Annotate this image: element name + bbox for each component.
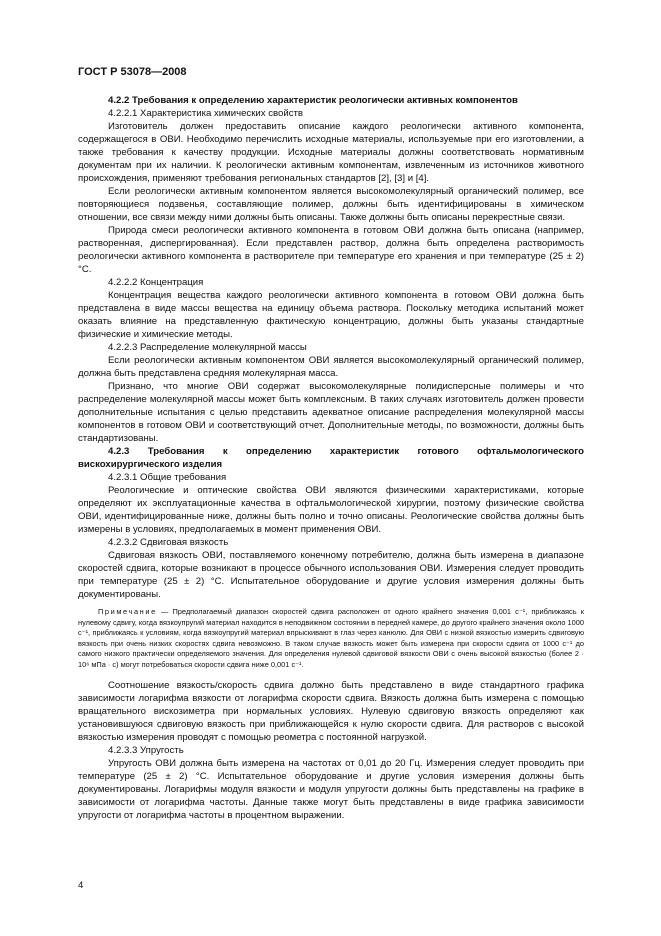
subsection-heading-4-2-3-3: 4.2.3.3 Упругость bbox=[108, 744, 184, 756]
subsection-heading-4-2-3-1: 4.2.3.1 Общие требования bbox=[108, 472, 227, 483]
note-paragraph bbox=[78, 607, 584, 671]
page-number: 4 bbox=[78, 880, 84, 891]
body-paragraph: Природа смеси реологически активного компонента в готовом ОВИ должна быть описана (например, растворенная, диспергированная). Если представлен раствор, должна быть определена растворимость реологически активного компонента в растворителе при температуре его хранения и при температуре (25 ± 2) °С. bbox=[78, 225, 584, 275]
section-heading-4-2-3: 4.2.3 Требования к определению характеристик готового офтальмологического вискохирургического изделия bbox=[78, 446, 584, 470]
note-text: — Предполагаемый диапазон скоростей сдвига расположен от одного крайнего значения 0,001 с⁻¹, приближаясь к нулевому сдвигу, когда вязкоупругий материал находится в неподвижном состоянии в передней камере, до другого крайнего значения около 1000 с⁻¹, приближаясь к условиям, когда вязкоупругий материал впрыскивают в глаз через канюлю. Для ОВИ с низкой вязкостью измерить сдвиговую вязкость при очень низких скоростях сдвига невозможно. В таком случае вязкость может быть измерена при скорости сдвига от 1000 с⁻¹ до самого низкого практически определяемого значения. Для определения нулевой сдвиговой вязкости ОВИ с очень высокой вязкостью (более 2 · 10⁶ мПа · с) могут потребоваться скорости сдвига ниже 0,001 с⁻¹. bbox=[78, 607, 584, 669]
subsection-heading-4-2-3-2: 4.2.3.2 Сдвиговая вязкость bbox=[108, 537, 229, 548]
body-paragraph: Если реологически активным компонентом является высокомолекулярный органический полимер, все повторяющиеся подзвенья, составляющие полимер, должны быть идентифицированы в химическом отношении, все связи между ними должны быть описаны. Также должны быть описаны перекрестные связи. bbox=[78, 186, 584, 223]
body-paragraph: Реологические и оптические свойства ОВИ являются физическими характеристиками, которые определяют их эксплуатационные качества в офтальмологической хирургии, поэтому физические свойства ОВИ, идентифицированные ниже, должны быть полно и точно описаны. Реологические свойства должны быть измерены в условиях, предполагаемых в момент применения ОВИ. bbox=[78, 485, 584, 535]
subsection-heading-4-2-2-1: 4.2.2.1 Характеристика химических свойств bbox=[108, 108, 304, 119]
body-paragraph: Концентрация вещества каждого реологически активного компонента в готовом ОВИ должна быть представлена в виде массы вещества на единицу объема раствора. Поскольку методика испытаний может оказать влияние на представленную фактическую концентрацию, должны быть указаны стандартные физические и химические методы. bbox=[78, 290, 584, 340]
subsection-heading-4-2-2-3: 4.2.2.3 Распределение молекулярной массы bbox=[108, 342, 307, 353]
body-paragraph: Признано, что многие ОВИ содержат высокомолекулярные полидисперсные полимеры и что распределение молекулярной массы может быть комплексным. В таких случаях изготовитель должен провести дополнительные испытания с целью представить адекватное описание распределения молекулярной массы компонентов в готовом ОВИ и соответствующий отчет. Дополнительные методы, по возможности, должны быть стандартизованы. bbox=[78, 381, 584, 444]
subsection-heading-4-2-2-2: 4.2.2.2 Концентрация bbox=[108, 277, 204, 288]
body-paragraph: Если реологически активным компонентом ОВИ является высокомолекулярный органический полимер, должна быть представлена средняя молекулярная масса. bbox=[78, 355, 584, 379]
note-label: Примечание bbox=[98, 607, 157, 616]
body-paragraph: Изготовитель должен предоставить описание каждого реологически активного компонента, содержащегося в ОВИ. Необходимо перечислить исходные материалы, используемые при его изготовлении, а также требования к качеству продукции. Исходные материалы должны соответствовать нормативным документам при их наличии. К реологически активным компонентам, извлеченным из источников животного происхождения, применяют требования региональных стандартов [2], [3] и [4]. bbox=[78, 121, 584, 184]
document-header: ГОСТ Р 53078—2008 bbox=[78, 66, 187, 78]
body-paragraph: Соотношение вязкость/скорость сдвига должно быть представлено в виде стандартного графика зависимости логарифма вязкости от логарифма скорости сдвига. Вязкость должна быть измерена с помощью вращательного вискозиметра при нормальных условиях. Нулевую сдвиговую вязкость определяют как установившуюся сдвиговую вязкость при приближающейся к нулю скорости сдвига. Для растворов с высокой вязкостью измерения проводят с помощью реометра с постоянной нагрузкой. bbox=[78, 679, 584, 743]
body-paragraph: Упругость ОВИ должна быть измерена на частотах от 0,01 до 20 Гц. Измерения следует проводить при температуре (25 ± 2) °С. Испытательное оборудование и другие условия измерения должны быть документированы. Логарифмы модуля вязкости и модуля упругости должны быть представлены на графике в зависимости от логарифма частоты. Данные также могут быть представлены в виде графика зависимости упругости от логарифма частоты в процентном выражении. bbox=[78, 757, 584, 821]
section-heading-4-2-2: 4.2.2 Требования к определению характеристик реологически активных компонентов bbox=[108, 95, 518, 106]
document-body bbox=[78, 94, 584, 822]
body-paragraph: Сдвиговая вязкость ОВИ, поставляемого конечному потребителю, должна быть измерена в диапазоне скоростей сдвига, которые возникают в процессе обычного использования ОВИ. Измерения следует проводить при температуре (25 ± 2) °С. Испытательное оборудование и другие условия измерения должны быть документированы. bbox=[78, 550, 584, 600]
